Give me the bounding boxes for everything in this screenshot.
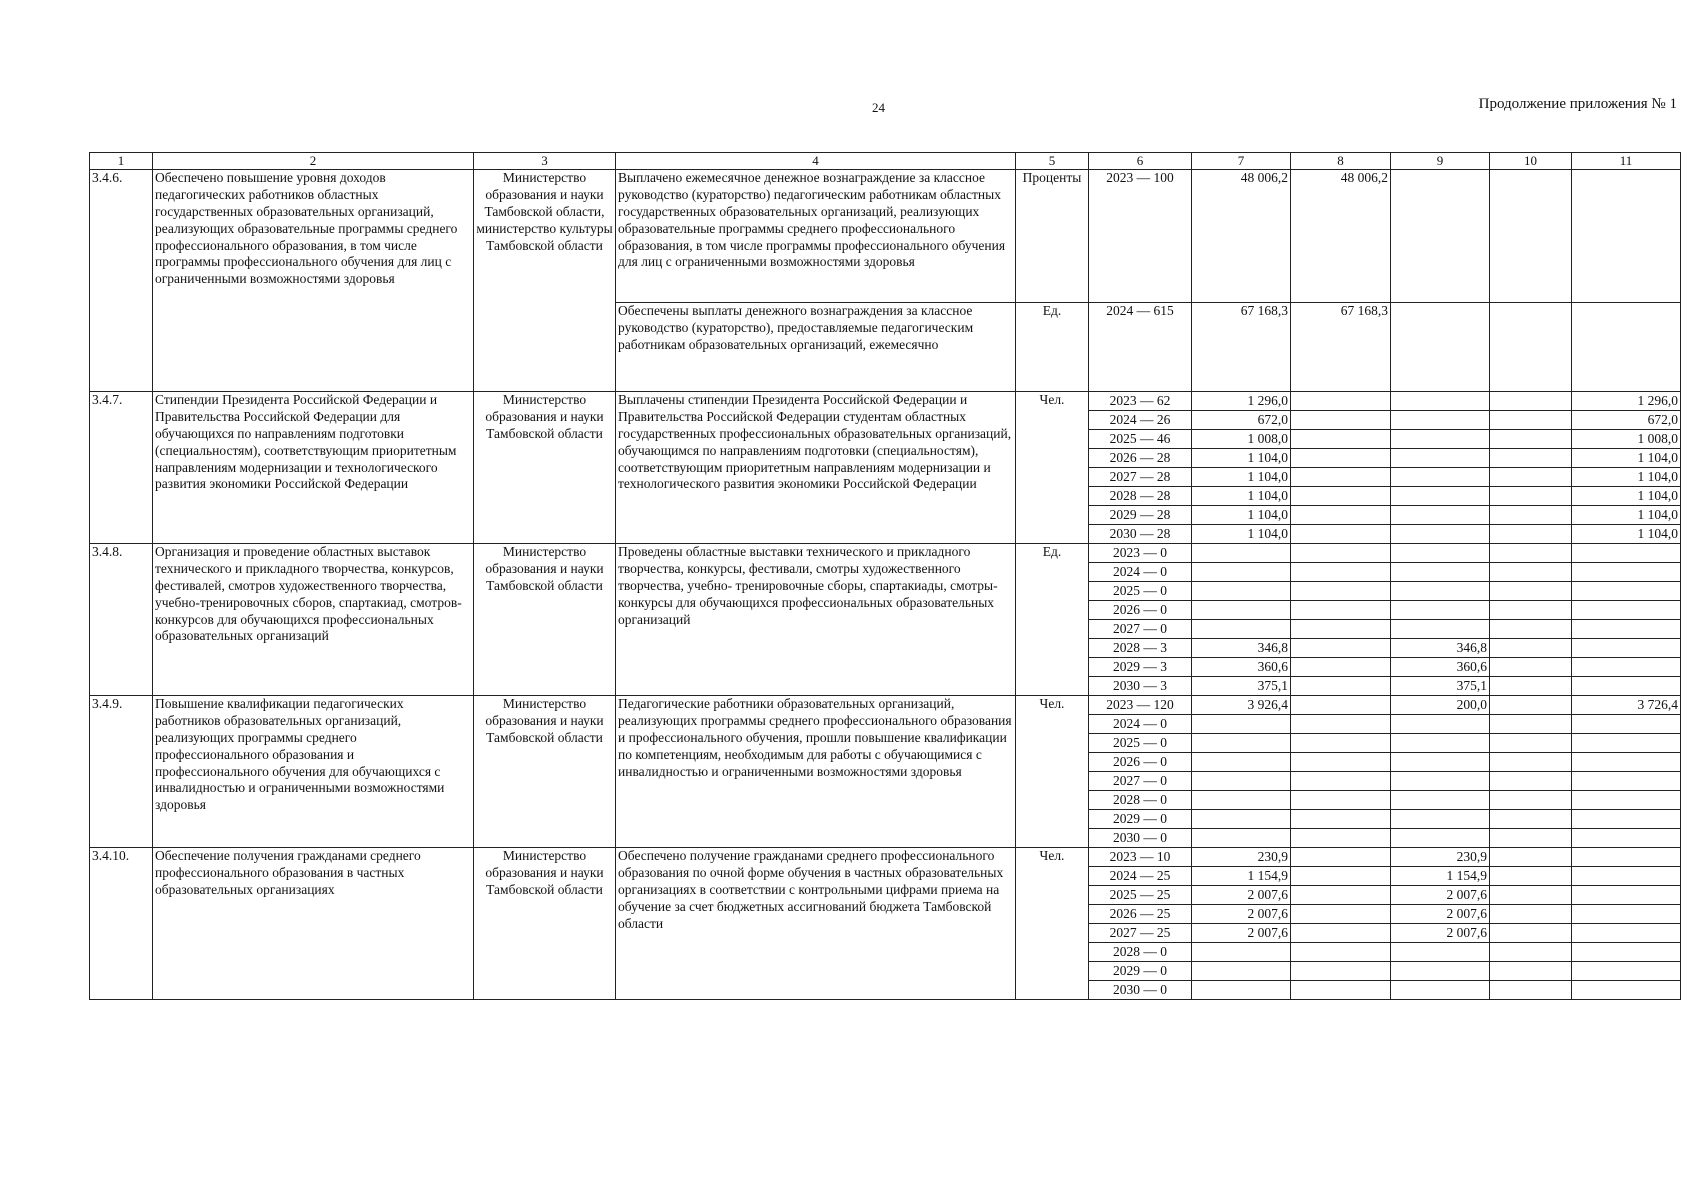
col-10-value [1490, 544, 1572, 563]
col-11-value: 1 104,0 [1572, 506, 1681, 525]
col-8-value [1291, 829, 1391, 848]
col-10-value [1490, 905, 1572, 924]
col-7-value [1192, 582, 1291, 601]
col-8-value [1291, 544, 1391, 563]
col-8-value [1291, 981, 1391, 1000]
year-value: 2029 — 0 [1089, 810, 1192, 829]
year-value: 2025 — 0 [1089, 582, 1192, 601]
col-10-value [1490, 468, 1572, 487]
col-10-value [1490, 791, 1572, 810]
col-9-value [1391, 715, 1490, 734]
unit: Проценты [1016, 170, 1089, 303]
column-number: 7 [1192, 153, 1291, 170]
col-8-value [1291, 639, 1391, 658]
year-value: 2030 — 28 [1089, 525, 1192, 544]
col-9-value [1391, 962, 1490, 981]
col-8-value [1291, 487, 1391, 506]
col-10-value [1490, 696, 1572, 715]
year-value: 2026 — 0 [1089, 753, 1192, 772]
col-7-value: 346,8 [1192, 639, 1291, 658]
column-number: 5 [1016, 153, 1089, 170]
col-8-value: 48 006,2 [1291, 170, 1391, 303]
col-8-value [1291, 525, 1391, 544]
col-11-value [1572, 170, 1681, 303]
col-11-value: 1 104,0 [1572, 468, 1681, 487]
unit: Чел. [1016, 392, 1089, 544]
col-11-value [1572, 791, 1681, 810]
col-10-value [1490, 753, 1572, 772]
col-10-value [1490, 677, 1572, 696]
year-value: 2025 — 25 [1089, 886, 1192, 905]
column-number: 4 [616, 153, 1016, 170]
year-value: 2023 — 120 [1089, 696, 1192, 715]
col-10-value [1490, 449, 1572, 468]
col-11-value [1572, 981, 1681, 1000]
col-7-value: 2 007,6 [1192, 924, 1291, 943]
year-value: 2024 — 26 [1089, 411, 1192, 430]
col-8-value [1291, 772, 1391, 791]
result-description: Обеспечены выплаты денежного вознаграждения за классное руководство (кураторство), предоставляемые педагогическим работникам образовательных организаций, ежемесячно [616, 303, 1016, 392]
col-7-value [1192, 772, 1291, 791]
col-7-value: 1 104,0 [1192, 525, 1291, 544]
col-7-value [1192, 943, 1291, 962]
col-10-value [1490, 886, 1572, 905]
col-7-value [1192, 734, 1291, 753]
col-7-value: 230,9 [1192, 848, 1291, 867]
year-value: 2028 — 3 [1089, 639, 1192, 658]
responsible-organization: Министерство образования и науки Тамбовской области, министерство культуры Тамбовской области [474, 170, 616, 392]
col-11-value: 1 104,0 [1572, 487, 1681, 506]
table-row-3-4-9 [90, 696, 1681, 715]
col-9-value [1391, 525, 1490, 544]
col-11-value [1572, 734, 1681, 753]
col-8-value [1291, 696, 1391, 715]
col-10-value [1490, 303, 1572, 392]
column-number: 6 [1089, 153, 1192, 170]
year-value: 2025 — 46 [1089, 430, 1192, 449]
col-7-value [1192, 810, 1291, 829]
col-10-value [1490, 867, 1572, 886]
col-10-value [1490, 620, 1572, 639]
year-value: 2028 — 0 [1089, 943, 1192, 962]
year-value: 2028 — 28 [1089, 487, 1192, 506]
col-9-value [1391, 620, 1490, 639]
result-description: Выплачено ежемесячное денежное вознаграждение за классное руководство (кураторство) педагогическим работникам областных государственных образовательных организаций, реализующих образовательные программы среднего профессионального образования, в том числе программы профессионального обучения для лиц с ограниченными возможностями здоровья [616, 170, 1016, 303]
col-10-value [1490, 981, 1572, 1000]
year-value: 2029 — 0 [1089, 962, 1192, 981]
column-number: 2 [153, 153, 474, 170]
col-11-value [1572, 601, 1681, 620]
col-7-value: 360,6 [1192, 658, 1291, 677]
year-value: 2027 — 0 [1089, 620, 1192, 639]
col-8-value [1291, 791, 1391, 810]
col-7-value: 1 154,9 [1192, 867, 1291, 886]
year-value: 2023 — 62 [1089, 392, 1192, 411]
col-11-value: 1 104,0 [1572, 449, 1681, 468]
table-row-3-4-6 [90, 170, 1681, 303]
col-9-value [1391, 430, 1490, 449]
col-10-value [1490, 829, 1572, 848]
col-11-value: 1 296,0 [1572, 392, 1681, 411]
col-9-value [1391, 810, 1490, 829]
col-7-value: 2 007,6 [1192, 905, 1291, 924]
col-9-value: 2 007,6 [1391, 886, 1490, 905]
col-7-value: 1 104,0 [1192, 468, 1291, 487]
col-9-value [1391, 772, 1490, 791]
col-9-value: 375,1 [1391, 677, 1490, 696]
col-9-value: 230,9 [1391, 848, 1490, 867]
year-value: 2024 — 615 [1089, 303, 1192, 392]
col-10-value [1490, 411, 1572, 430]
col-11-value [1572, 848, 1681, 867]
col-9-value [1391, 753, 1490, 772]
col-8-value [1291, 962, 1391, 981]
col-11-value [1572, 303, 1681, 392]
col-9-value [1391, 411, 1490, 430]
item-title: Стипендии Президента Российской Федерации и Правительства Российской Федерации для обучающихся по направлениям подготовки (специальностям), соответствующим приоритетным направлениям модернизации и технологического развития экономики Российской Федерации [153, 392, 474, 544]
col-9-value: 2 007,6 [1391, 924, 1490, 943]
col-11-value [1572, 867, 1681, 886]
year-value: 2029 — 28 [1089, 506, 1192, 525]
col-9-value [1391, 468, 1490, 487]
col-9-value [1391, 829, 1490, 848]
year-value: 2028 — 0 [1089, 791, 1192, 810]
col-8-value [1291, 905, 1391, 924]
col-11-value: 1 104,0 [1572, 525, 1681, 544]
col-9-value [1391, 170, 1490, 303]
column-number: 8 [1291, 153, 1391, 170]
col-10-value [1490, 170, 1572, 303]
col-11-value [1572, 620, 1681, 639]
col-11-value [1572, 810, 1681, 829]
col-11-value [1572, 639, 1681, 658]
col-7-value [1192, 544, 1291, 563]
col-9-value [1391, 544, 1490, 563]
col-9-value [1391, 563, 1490, 582]
year-value: 2026 — 28 [1089, 449, 1192, 468]
col-7-value: 1 296,0 [1192, 392, 1291, 411]
col-7-value [1192, 829, 1291, 848]
responsible-organization: Министерство образования и науки Тамбовской области [474, 848, 616, 1000]
col-10-value [1490, 715, 1572, 734]
col-8-value [1291, 886, 1391, 905]
col-10-value [1490, 734, 1572, 753]
col-9-value [1391, 303, 1490, 392]
col-10-value [1490, 943, 1572, 962]
col-7-value: 672,0 [1192, 411, 1291, 430]
year-value: 2023 — 100 [1089, 170, 1192, 303]
page-number: 24 [872, 100, 885, 115]
col-7-value [1192, 563, 1291, 582]
year-value: 2027 — 25 [1089, 924, 1192, 943]
col-8-value [1291, 658, 1391, 677]
column-number: 11 [1572, 153, 1681, 170]
col-7-value [1192, 620, 1291, 639]
col-9-value: 200,0 [1391, 696, 1490, 715]
col-9-value [1391, 791, 1490, 810]
col-9-value [1391, 449, 1490, 468]
col-10-value [1490, 810, 1572, 829]
col-7-value: 67 168,3 [1192, 303, 1291, 392]
col-7-value [1192, 601, 1291, 620]
col-7-value: 1 008,0 [1192, 430, 1291, 449]
year-value: 2029 — 3 [1089, 658, 1192, 677]
year-value: 2024 — 0 [1089, 563, 1192, 582]
col-9-value: 2 007,6 [1391, 905, 1490, 924]
col-9-value [1391, 981, 1490, 1000]
col-11-value [1572, 829, 1681, 848]
col-8-value [1291, 601, 1391, 620]
col-11-value [1572, 677, 1681, 696]
column-number: 1 [90, 153, 153, 170]
col-10-value [1490, 601, 1572, 620]
col-10-value [1490, 772, 1572, 791]
col-7-value [1192, 962, 1291, 981]
unit: Ед. [1016, 544, 1089, 696]
item-title: Обеспечение получения гражданами среднего профессионального образования в частных образовательных организациях [153, 848, 474, 1000]
col-9-value [1391, 506, 1490, 525]
col-8-value [1291, 848, 1391, 867]
col-10-value [1490, 639, 1572, 658]
col-11-value: 672,0 [1572, 411, 1681, 430]
col-11-value [1572, 943, 1681, 962]
col-10-value [1490, 962, 1572, 981]
col-10-value [1490, 430, 1572, 449]
year-value: 2030 — 0 [1089, 829, 1192, 848]
col-8-value [1291, 867, 1391, 886]
year-value: 2030 — 3 [1089, 677, 1192, 696]
responsible-organization: Министерство образования и науки Тамбовской области [474, 392, 616, 544]
appendix-continuation-label: Продолжение приложения № 1 [1478, 96, 1677, 112]
column-number: 3 [474, 153, 616, 170]
item-number: 3.4.10. [90, 848, 153, 1000]
result-description: Обеспечено получение гражданами среднего профессионального образования по очной форме обучения в частных образовательных организациях в соответствии с контрольными цифрами приема на обучение за счет бюджетных ассигнований бюджета Тамбовской области [616, 848, 1016, 1000]
col-8-value [1291, 563, 1391, 582]
unit: Чел. [1016, 696, 1089, 848]
year-value: 2025 — 0 [1089, 734, 1192, 753]
item-title: Организация и проведение областных выставок технического и прикладного творчества, конкурсов, фестивалей, смотров художественного творчества, учебно-тренировочных сборов, спартакиад, смотров-конкурсов для обучающихся профессиональных образовательных организаций [153, 544, 474, 696]
year-value: 2027 — 0 [1089, 772, 1192, 791]
col-7-value: 1 104,0 [1192, 449, 1291, 468]
col-7-value [1192, 981, 1291, 1000]
col-9-value [1391, 601, 1490, 620]
table-row-3-4-7 [90, 392, 1681, 411]
year-value: 2023 — 0 [1089, 544, 1192, 563]
col-9-value: 346,8 [1391, 639, 1490, 658]
col-8-value [1291, 810, 1391, 829]
col-8-value [1291, 715, 1391, 734]
col-11-value [1572, 563, 1681, 582]
year-value: 2030 — 0 [1089, 981, 1192, 1000]
col-7-value: 48 006,2 [1192, 170, 1291, 303]
col-10-value [1490, 848, 1572, 867]
column-number-row [90, 153, 1681, 170]
item-number: 3.4.8. [90, 544, 153, 696]
responsible-organization: Министерство образования и науки Тамбовской области [474, 696, 616, 848]
col-10-value [1490, 506, 1572, 525]
col-8-value: 67 168,3 [1291, 303, 1391, 392]
col-11-value [1572, 658, 1681, 677]
col-8-value [1291, 449, 1391, 468]
col-10-value [1490, 582, 1572, 601]
col-9-value [1391, 734, 1490, 753]
col-11-value: 1 008,0 [1572, 430, 1681, 449]
result-description: Педагогические работники образовательных организаций, реализующих программы среднего профессионального образования и профессионального обучения, прошли повышение квалификации по компетенциям, необходимым для работы с обучающимися с инвалидностью и ограниченными возможностями здоровья [616, 696, 1016, 848]
table-row-3-4-10 [90, 848, 1681, 867]
unit: Чел. [1016, 848, 1089, 1000]
col-10-value [1490, 525, 1572, 544]
col-7-value: 375,1 [1192, 677, 1291, 696]
col-7-value [1192, 791, 1291, 810]
col-10-value [1490, 563, 1572, 582]
col-7-value [1192, 715, 1291, 734]
col-11-value [1572, 886, 1681, 905]
col-11-value [1572, 753, 1681, 772]
col-8-value [1291, 506, 1391, 525]
year-value: 2024 — 25 [1089, 867, 1192, 886]
col-11-value [1572, 582, 1681, 601]
col-11-value [1572, 962, 1681, 981]
col-11-value [1572, 772, 1681, 791]
col-9-value: 360,6 [1391, 658, 1490, 677]
col-11-value [1572, 905, 1681, 924]
col-8-value [1291, 734, 1391, 753]
col-7-value: 1 104,0 [1192, 506, 1291, 525]
item-number: 3.4.7. [90, 392, 153, 544]
year-value: 2026 — 0 [1089, 601, 1192, 620]
col-10-value [1490, 658, 1572, 677]
table-row-3-4-8 [90, 544, 1681, 563]
col-9-value [1391, 943, 1490, 962]
col-7-value: 2 007,6 [1192, 886, 1291, 905]
col-8-value [1291, 430, 1391, 449]
col-8-value [1291, 943, 1391, 962]
col-8-value [1291, 924, 1391, 943]
col-10-value [1490, 924, 1572, 943]
col-11-value [1572, 544, 1681, 563]
year-value: 2023 — 10 [1089, 848, 1192, 867]
col-9-value [1391, 582, 1490, 601]
col-8-value [1291, 753, 1391, 772]
col-8-value [1291, 411, 1391, 430]
result-description: Проведены областные выставки технического и прикладного творчества, конкурсы, фестивали, смотры художественного творчества, учебно- тренировочные сборы, спартакиады, смотры-конкурсы для обучающихся профессиональных образовательных организаций [616, 544, 1016, 696]
col-10-value [1490, 487, 1572, 506]
col-8-value [1291, 582, 1391, 601]
item-number: 3.4.6. [90, 170, 153, 392]
item-title: Обеспечено повышение уровня доходов педагогических работников областных государственных образовательных организаций, реализующих образовательные программы среднего профессионального образования, в том числе программы профессионального обучения для лиц с ограниченными возможностями здоровья [153, 170, 474, 392]
unit: Ед. [1016, 303, 1089, 392]
col-8-value [1291, 392, 1391, 411]
item-number: 3.4.9. [90, 696, 153, 848]
plan-table [89, 152, 1681, 1000]
col-9-value [1391, 487, 1490, 506]
col-9-value: 1 154,9 [1391, 867, 1490, 886]
col-11-value: 3 726,4 [1572, 696, 1681, 715]
col-7-value: 1 104,0 [1192, 487, 1291, 506]
col-7-value: 3 926,4 [1192, 696, 1291, 715]
col-11-value [1572, 715, 1681, 734]
column-number: 10 [1490, 153, 1572, 170]
year-value: 2026 — 25 [1089, 905, 1192, 924]
responsible-organization: Министерство образования и науки Тамбовской области [474, 544, 616, 696]
item-title: Повышение квалификации педагогических работников образовательных организаций, реализующих программы среднего профессионального образования и профессионального обучения для обучающихся с инвалидностью и ограниченными возможностями здоровья [153, 696, 474, 848]
col-9-value [1391, 392, 1490, 411]
year-value: 2027 — 28 [1089, 468, 1192, 487]
col-8-value [1291, 677, 1391, 696]
col-11-value [1572, 924, 1681, 943]
col-8-value [1291, 620, 1391, 639]
column-number: 9 [1391, 153, 1490, 170]
col-7-value [1192, 753, 1291, 772]
col-10-value [1490, 392, 1572, 411]
col-8-value [1291, 468, 1391, 487]
result-description: Выплачены стипендии Президента Российской Федерации и Правительства Российской Федерации студентам областных государственных профессиональных образовательных организаций, обучающимся по направлениям подготовки (специальностям), соответствующим приоритетным направлениям модернизации и технологического развития экономики Российской Федерации [616, 392, 1016, 544]
year-value: 2024 — 0 [1089, 715, 1192, 734]
